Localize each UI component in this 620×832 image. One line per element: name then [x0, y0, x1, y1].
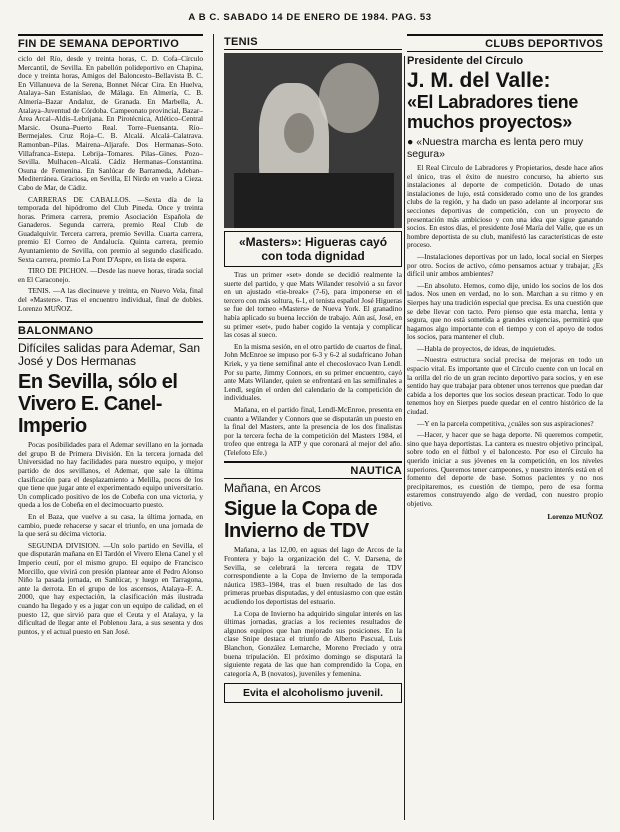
tennis-headline: «Masters»: Higueras cayó con toda dignidad	[224, 231, 402, 267]
weekend-tennis: TENIS. —A las diecinueve y treinta, en Nuevo Vela, final del «Masters». Tras el encuentro individual, final de dobles. Lorenzo MUÑOZ.	[18, 287, 203, 313]
interview-paragraph: —En absoluto. Hemos, como dije, unido los socios de los dos lados. Nos unen en verdad, no lo son. Marchan a su ritmo y en Sierpes hay una tradición especial que precisa. Es una cuestión que se debe llevar con tacto. Pero pienso que esta marcha, lenta y segura, que no está sometida a grandes exigencias, permitirá que hagamos algo importante con el tiempo y con el apoyo de todos los socios, para mantener el club.	[407, 281, 603, 342]
section-title-clubs: CLUBS DEPORTIVOS	[407, 34, 603, 52]
nautical-paragraph: La Copa de Invierno ha adquirido singular interés en las últimas jornadas, gracias a los recientes resultados de algunos equipos que han mejorado sus posiciones. En la clase Snipe destaca el triunfo de Alberto Pascual, Luis Blanchon, González Lemarche, Moreno Preciado y otra buena tripulación. El próximo domingo se disputará la siguiente regata de las que han comprendido la Copa, en categoría A, B (novatos), juveniles y femenina.	[224, 609, 402, 678]
weekend-shooting: TIRO DE PICHON. —Desde las nueve horas, tirada social en El Caraconejo.	[18, 267, 203, 284]
tennis-paragraph: En la misma sesión, en el otro partido de cuartos de final, John McEnroe se impuso por 6-3 y 6-2 al sudafricano Johan Kriek, y ya tiene semifinal ante el checoslovaco Ivan Lendl. Por su parte, Jimmy Connors, en su primer encuentro, cayó ante Mats Wilander, quien se enfrentará en las semifinales a Lendl, según el orden del calendario de la competición de individuales.	[224, 342, 402, 403]
interview-kicker: Presidente del Círculo	[407, 55, 524, 67]
section-title-nautical: NAUTICA	[224, 461, 402, 479]
interview-paragraph: —Y en la parcela competitiva, ¿cuáles son sus aspiraciones?	[417, 419, 594, 428]
column-tennis-nautical	[224, 34, 402, 822]
column-rule-2	[404, 56, 405, 820]
handball-paragraph: En el Baza, que vuelve a su casa, la última jornada, en cambio, puede rehacerse y sacar el triunfo, en una jornada de la que será su décima victoria.	[18, 512, 203, 539]
nautical-paragraph: Mañana, a las 12,00, en aguas del lago de Arcos de la Frontera y bajo la organización del C. V. Darsena, de Sevilla, se celebrará la tercera regata de TDV correspondiente a la Copa de Invierno de la temporada náutica 1983–1984, tras el buen resultado de las dos primeras pruebas disputadas, y del entusiasmo con que están acudiendo los deportistas del estuario.	[224, 546, 402, 607]
tennis-photo	[224, 53, 402, 228]
interview-headline: «El Labradores tiene muchos proyectos»	[407, 92, 579, 132]
interview-paragraph: El Real Círculo de Labradores y Propietarios, desde hace años el único, tras el éxito de nuestro concurso, ha abierto sus instalaciones al deporte de competición. Dotado de unas instalaciones de lujo, está considerado como uno de los grandes clubs de la región, y ha dado un paso adelante al incorporar sus secciones deportivas de competición, con un proyecto de presentación más ambicioso y con una idea que sigue ganando socios. En estos días, el presidente José María del Valle, que es un hombre deportista de su club, manifestó las características de este proceso.	[407, 164, 603, 250]
nautical-headline: Sigue la Copa de Invierno de TDV	[224, 498, 378, 543]
interview-paragraph: —Habla de proyectos, de ideas, de inquietudes.	[417, 344, 556, 353]
interview-name: J. M. del Valle:	[407, 69, 551, 92]
handball-subheadline: Difíciles salidas para Ademar, San José y Dos Hermanas	[18, 341, 201, 369]
page-header: A B C. SABADO 14 DE ENERO DE 1984. PAG. 53	[188, 12, 432, 23]
tennis-paragraph: Tras un primer «set» donde se decidió realmente la suerte del partido, y que Mats Wilander resolvió a su favor en un ajustado «tie-break» (7-6), para imponerse en el tercero con más soltura, 6-1, el tenista español José Higueras se fue del torneo «Masters» de Nueva York. El granadino había aplicado su buena lección de trabajo. Aún así, José, en su primer «set», pudo haber cogido la ventaja y complicar las cosas al sueco.	[224, 271, 402, 340]
column-rule-1	[213, 34, 214, 820]
weekend-paragraph: ciclo del Río, desde y treinta horas, C. D. Cofa–Círculo Mercantil, de Sevilla. En pabellón polideportivo en Chapina, doce y treinta horas, Amigos del Baloncesto–Bellavista B. C. En Villanueva de la Serena, Bonnet Nécar Cira. En Huelva, Atalaya–San Estanislao, de Málaga. En Almería, C. B. Almería–Bazar Andaluz, de Granada. En Marbella, A. Atalaya–Juventud de Córdoba. Campeonato provincial, Bazar–Área Arcal–Aldis–Lebrijana. En Pirotécnica, Atlético–Central Marsic. Osuna–Puerto Real. Torre–Fuensanta. Río–Bermejales. Cruz Roja–C. B. Alcalá. Alcalá–Calatrava. Ramonban–Pilas. Mairena–Aljarafe. Dos Hermanas–Soto. Villafranca–Estepa. Lebrija–Tomares. Pilas–Gines. Pozo–Sevilla. Mulhacen–Alcalá. Cádiz Hermanas–Constantina. Osuna de Femenina. En Sanlúcar de Barrameda, Adeban–Mediterránea. Graciosa, en Sevilla, El Nirdo en vuelo a Cieza. Cabo de Mar, de Cádiz.	[18, 55, 203, 192]
author-byline: Lorenzo MUÑOZ	[547, 511, 603, 521]
interview-paragraph: —Instalaciones deportivas por un lado, local social en Sierpes por otro. Socios de activo, cómo pensamos actuar y trabajar, ¿Es difícil unir ambos ambientes?	[407, 252, 603, 279]
anti-alcohol-slogan: Evita el alcoholismo juvenil.	[224, 683, 402, 703]
handball-paragraph: Pocas posibilidades para el Ademar sevillano en la jornada del grupo B de Primera División. En la tercera jornada del Universidad no hay facilidades para nuestro equipo, y mejor partido de dos sevillanos, el Ademar, que sale la última clasificación para el desplazamiento a Melilla, pocos de los que tiene que jugar ante el experimentado equipo universitario. Un complicado positivo de los de Cobeña con una victoria, y queda a los de Cobeña en el decimocuarto puesto.	[18, 441, 203, 510]
column-weekend-handball	[18, 34, 203, 822]
section-title-handball: BALONMANO	[18, 321, 203, 339]
section-title-weekend: FIN DE SEMANA DEPORTIVO	[18, 34, 203, 52]
nautical-subheadline: Mañana, en Arcos	[224, 481, 321, 496]
column-clubs	[407, 34, 603, 822]
interview-subheadline: ● «Nuestra marcha es lenta pero muy segura»	[407, 136, 584, 160]
handball-headline: En Sevilla, sólo el Vivero E. Canel-Imperio	[18, 371, 178, 438]
interview-paragraph: —Nuestra estructura social precisa de mejoras en todo un espacio vital. Es importante que el Círculo cuente con un local en la orilla del río de un gran recinto deportivo para socios, y en ese sentido hay que trabajar para obtener unos terrenos que puedan dar cabida a los deportes que los socios desean practicar. Todo lo que tenemos hoy en Sierpes puede quedar en el centro histórico de la ciudad.	[407, 356, 603, 417]
tennis-paragraph: Mañana, en el partido final, Lendl-McEnroe, presenta en cuanto a Wilander y Connors que se disputarán un puesto en la final del Masters, ante la presencia de los dos finalistas por la tercera fecha de la competición del Masters 1984, el trofeo que entrega la ATP y que coronará al mejor del año. (Telefoto Efe.)	[224, 405, 402, 457]
section-title-tennis: TENIS	[224, 34, 402, 50]
weekend-horse-racing: CARRERAS DE CABALLOS. —Sexta día de la temporada del hipódromo del Club Pineda. Once y treinta horas. Primera carrera, premio Asociación Española de Ganaderos. Segunda carrera, premio Real Club de Guadalquivir. Tercera carrera, premio Sevilla. Cuarta carrera, premio El Correo de Andalucía. Quinta carrera, premio Ayuntamiento de Sevilla, con premio al segundo clasificado. Sexta carrera, premio La Pont D'Aspre, en lista de espera.	[18, 195, 203, 264]
interview-paragraph: —Hacer, y hacer que se haga deporte. Ni queremos competir, sino que haya deportistas. La cantera es nuestro objetivo principal, sobre todo en el fútbol y el baloncesto. Por eso el Círculo ha querido iniciar a sus jóvenes en la competición, en los niveles superiores. Queremos tener campeones, y nuestro interés está en el fomento del deporte de base. Somos pacientes y no nos precipitaremos, es cuestión de tiempo, pero de esa forma estaremos construyendo algo de verdad, con nuestro propio objetivo.	[407, 431, 603, 508]
handball-second-division: SEGUNDA DIVISION. —Un solo partido en Sevilla, el que disputarán mañana en El Tardón el Vivero Elena Canel y el Imperio ceutí, por el mismo grupo. El equipo de Francisco Morcillo, que vivirá con presión plantear ante el Pedro Alonso Niño la pasada jornada, en Sanlúcar, y luego en Tarragona, ante la derrota. En el grupo de los ascensos, Atalaya–F. A. 2000, que hay expectación, la clasificación más ilustrada cuando ha llegado y es a jugar con un equipo de calidad, en el puesto 12, que sirvió para que el Ceuta y el Atalaya, y la dificultad de llegar ante el Poblenou Jara, a sus sesenta y dos puntos, y el actual puesto en San José.	[18, 541, 203, 636]
